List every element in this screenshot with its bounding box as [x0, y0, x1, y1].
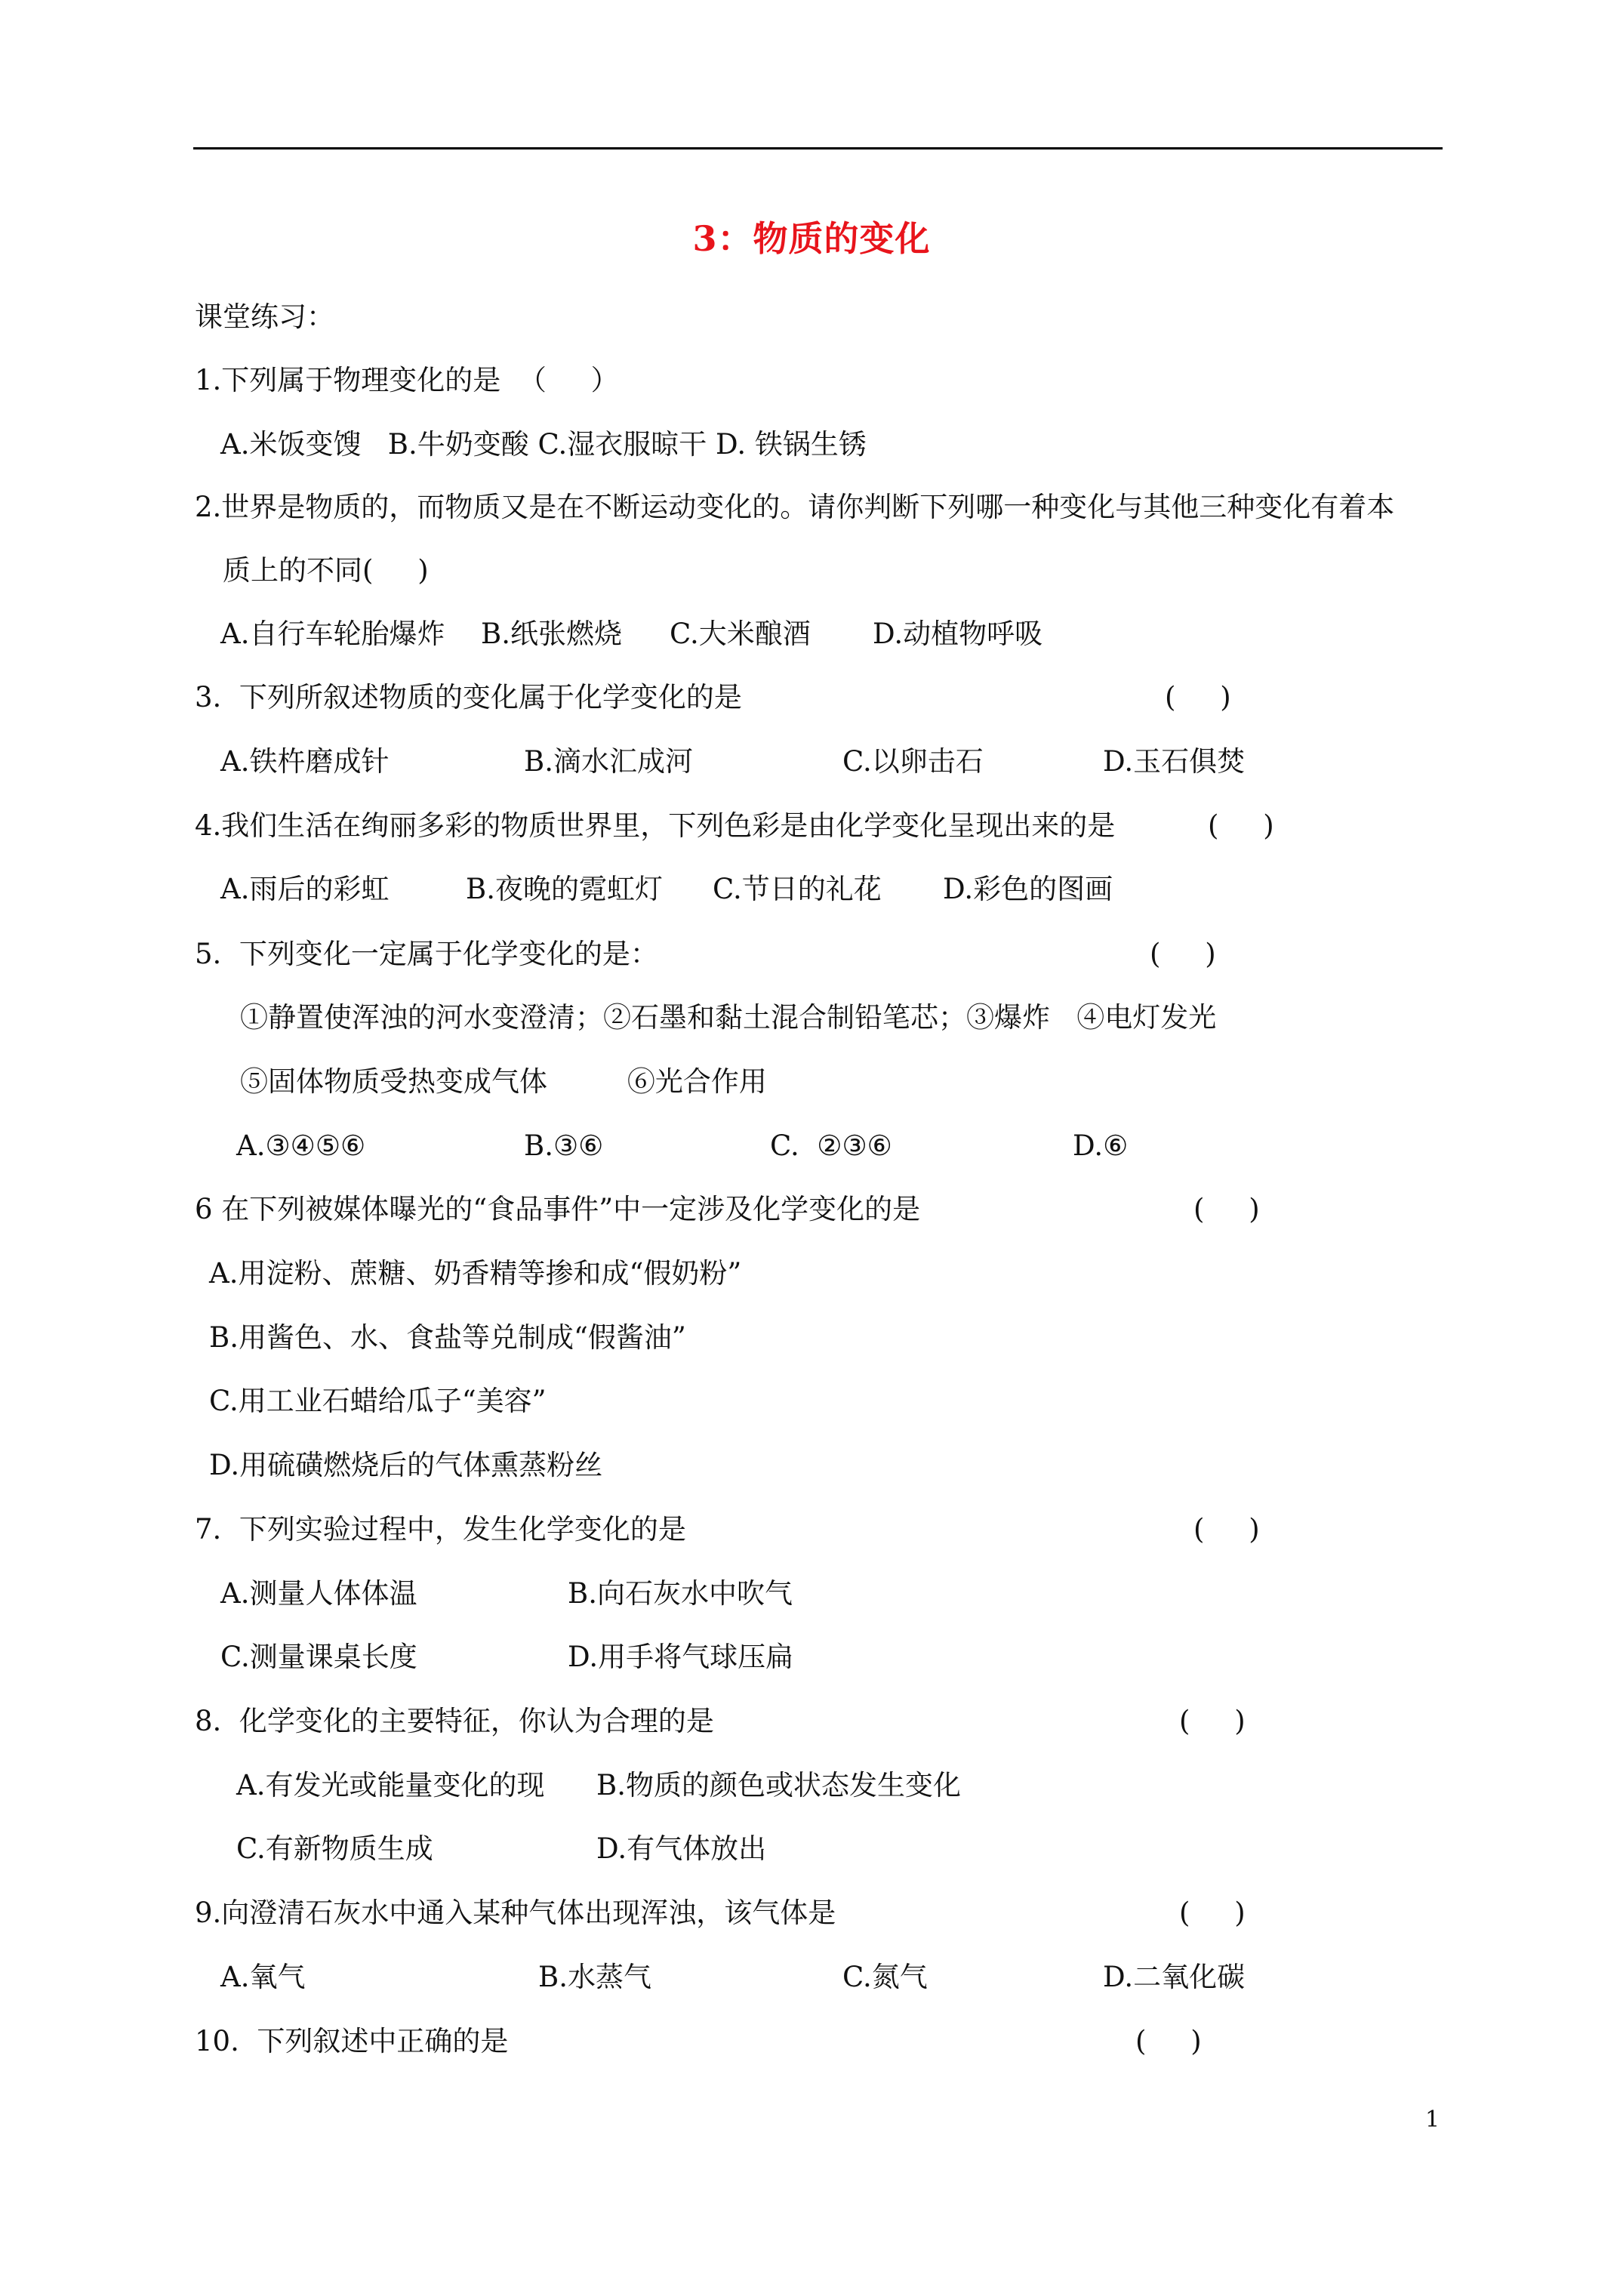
question-2-option-c: C.大米酿酒: [670, 618, 811, 650]
question-7-option-c: C.测量课桌长度: [220, 1641, 417, 1673]
question-10-answer-blank: ( ): [1135, 2025, 1202, 2057]
question-7-option-b: B.向石灰水中吹气: [568, 1577, 793, 1610]
question-3-answer-blank: ( ): [1165, 681, 1231, 713]
question-3-option-c: C.以卵击石: [842, 745, 984, 778]
question-8-answer-blank: ( ): [1179, 1705, 1246, 1737]
question-9-option-b: B.水蒸气: [538, 1961, 651, 1993]
question-8-option-d: D.有气体放出: [596, 1832, 767, 1865]
question-2-option-d: D.动植物呼吸: [873, 618, 1043, 650]
question-5-statements-line-2: ⑤固体物质受热变成气体 ⑥光合作用: [240, 1065, 767, 1098]
header-rule: [193, 147, 1443, 149]
question-3-option-a: A.铁杵磨成针: [220, 745, 390, 778]
question-5-stem: 5. 下列变化一定属于化学变化的是：: [195, 938, 658, 970]
question-2-option-b: B.纸张燃烧: [481, 618, 622, 650]
question-1-stem: 1.下列属于物理变化的是 （ ）: [195, 364, 619, 396]
question-6-answer-blank: ( ): [1193, 1193, 1260, 1225]
question-5-option-c: C. ②③⑥: [770, 1130, 892, 1162]
question-5-option-b: B.③⑥: [524, 1130, 604, 1162]
question-8-option-a: A.有发光或能量变化的现: [236, 1769, 545, 1801]
question-5-option-a: A.③④⑤⑥: [236, 1130, 366, 1162]
question-6-stem: 6 在下列被媒体曝光的“食品事件”中一定涉及化学变化的是: [195, 1193, 921, 1225]
question-9-stem: 9.向澄清石灰水中通入某种气体出现浑浊，该气体是: [195, 1897, 836, 1929]
question-5-option-d: D.⑥: [1073, 1130, 1129, 1162]
question-3-option-d: D.玉石俱焚: [1103, 745, 1246, 778]
question-10-stem: 10. 下列叙述中正确的是: [195, 2025, 509, 2057]
question-8-stem: 8. 化学变化的主要特征，你认为合理的是: [195, 1705, 714, 1737]
question-2-stem-continued: 质上的不同( ): [223, 554, 429, 587]
question-7-option-a: A.测量人体体温: [220, 1577, 417, 1610]
question-6-option-a: A.用淀粉、蔗糖、奶香精等掺和成“假奶粉”: [209, 1257, 742, 1290]
question-5-answer-blank: ( ): [1150, 938, 1216, 970]
question-7-option-d: D.用手将气球压扁: [568, 1641, 794, 1673]
question-6-option-d: D.用硫磺燃烧后的气体熏蒸粉丝: [209, 1449, 603, 1481]
question-6-option-c: C.用工业石蜡给瓜子“美容”: [209, 1385, 547, 1417]
question-9-answer-blank: ( ): [1179, 1897, 1246, 1929]
question-4-option-b: B.夜晚的霓虹灯: [466, 873, 663, 905]
question-4-stem: 4.我们生活在绚丽多彩的物质世界里，下列色彩是由化学变化呈现出来的是: [195, 809, 1116, 842]
question-9-option-a: A.氧气: [220, 1961, 306, 1993]
question-9-option-d: D.二氧化碳: [1103, 1961, 1246, 1993]
question-9-option-c: C.氮气: [842, 1961, 928, 1993]
question-7-answer-blank: ( ): [1193, 1513, 1260, 1546]
question-2-option-a: A.自行车轮胎爆炸: [220, 618, 445, 650]
section-label: 课堂练习：: [195, 300, 334, 333]
question-5-statements-line-1: ①静置使浑浊的河水变澄清；②石墨和黏土混合制铅笔芯；③爆炸 ④电灯发光: [240, 1001, 1217, 1034]
page-title: 3：物质的变化: [692, 218, 931, 259]
question-7-stem: 7. 下列实验过程中，发生化学变化的是: [195, 1513, 686, 1546]
question-1-options: A.米饭变馊 B.牛奶变酸 C.湿衣服晾干 D. 铁锅生锈: [220, 428, 867, 461]
question-8-option-c: C.有新物质生成: [236, 1832, 433, 1865]
question-4-option-d: D.彩色的图画: [943, 873, 1113, 905]
question-6-option-b: B.用酱色、水、食盐等兑制成“假酱油”: [209, 1321, 686, 1354]
question-2-stem: 2.世界是物质的，而物质又是在不断运动变化的。请你判断下列哪一种变化与其他三种变化有着本: [195, 491, 1395, 523]
question-4-answer-blank: ( ): [1208, 809, 1274, 842]
question-3-option-b: B.滴水汇成河: [524, 745, 693, 778]
page-number: 1: [1425, 2106, 1440, 2133]
question-3-stem: 3. 下列所叙述物质的变化属于化学变化的是: [195, 681, 742, 713]
question-4-option-a: A.雨后的彩虹: [220, 873, 390, 905]
question-4-option-c: C.节日的礼花: [713, 873, 882, 905]
question-8-option-b: B.物质的颜色或状态发生变化: [596, 1769, 961, 1801]
